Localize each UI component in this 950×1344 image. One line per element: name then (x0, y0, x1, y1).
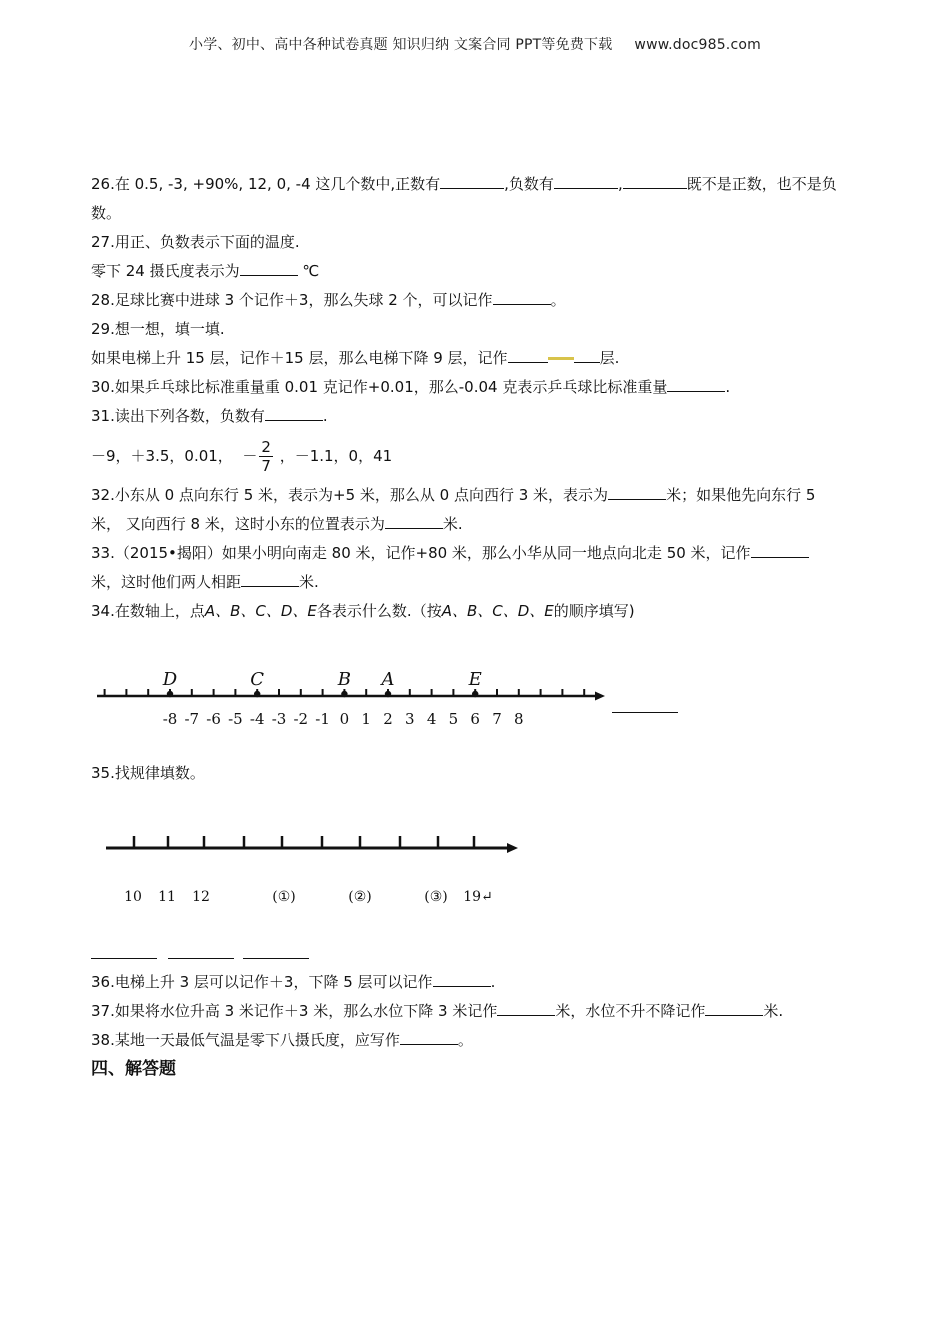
number-line-point-E (472, 691, 478, 697)
q26-blank-2[interactable] (554, 171, 618, 189)
q27-title: 27.用正、负数表示下面的温度. (91, 233, 300, 251)
q34-points-text-1: A、B、C、D、E (204, 602, 317, 620)
q30-text-b: . (725, 378, 731, 396)
number-line-tick-label: -1 (315, 710, 330, 728)
pattern-line-arrow (507, 843, 518, 853)
number-line-tick-label: 4 (426, 710, 437, 728)
header-site-link[interactable]: www.doc985.com (634, 37, 761, 53)
q32-blank-1[interactable] (608, 482, 666, 500)
question-26-cont (91, 199, 871, 228)
q27-blank[interactable] (240, 258, 298, 276)
pattern-line-label: 12 (192, 889, 210, 905)
number-line-point-A (385, 691, 391, 697)
section-4-title (91, 1055, 871, 1084)
q29-highlight-mark (548, 357, 574, 360)
question-27 (91, 257, 871, 286)
q32-blank-2[interactable] (385, 511, 443, 529)
number-line-point-B (341, 691, 347, 697)
q31-nums-a: －9，＋3.5，0.01， (91, 447, 233, 465)
q29-title: 29.想一想，填一填. (91, 320, 225, 338)
question-37 (91, 997, 871, 1026)
q26-text-e: 数。 (91, 204, 122, 222)
question-30 (91, 373, 871, 402)
q37-text-c: 米. (763, 1002, 784, 1020)
q38-text-b: 。 (457, 1031, 473, 1049)
q27-text-a: 零下 24 摄氏度表示为 (91, 262, 240, 280)
number-line-point-C (254, 691, 260, 697)
q33-text-b: 米，这时他们两人相距 (91, 573, 242, 591)
q38-blank[interactable] (400, 1027, 458, 1045)
number-line-tick-label: -3 (271, 710, 287, 728)
pattern-line-label: 19↵ (463, 889, 493, 905)
q31-frac-denominator: 7 (261, 457, 271, 475)
q34-number-line (95, 664, 615, 736)
q32-text-c: 米， 又向西行 8 米，这时小东的位置表示为 (91, 515, 385, 533)
q31-blank[interactable] (265, 403, 323, 421)
number-line-tick-label: 3 (405, 710, 415, 728)
q29-blank-2[interactable] (574, 345, 600, 363)
number-line-tick-label: 1 (361, 710, 371, 728)
q31-text-a: 31.读出下列各数，负数有 (91, 407, 265, 425)
pattern-line-label: (①) (272, 889, 296, 905)
q31-number-list (91, 431, 871, 481)
page-header (0, 34, 950, 54)
q37-text-a: 37.如果将水位升高 3 米记作＋3 米，那么水位下降 3 米记作 (91, 1002, 498, 1020)
number-line-tick-label: -5 (228, 710, 243, 728)
q32-text-b: 米；如果他先向东行 5 (666, 486, 816, 504)
question-28 (91, 286, 871, 315)
question-31 (91, 402, 871, 431)
q27-unit: ℃ (302, 262, 320, 280)
pattern-line-label: 11 (158, 889, 176, 905)
header-text: 小学、初中、高中各种试卷真题 知识归纳 文案合同 PPT等免费下载 (189, 37, 613, 53)
q29-text-b: 层. (599, 349, 620, 367)
q35-pattern-line (104, 832, 524, 912)
number-line-tick-label: 6 (470, 710, 480, 728)
number-line-point-label-E: E (468, 669, 482, 690)
question-36 (91, 968, 871, 997)
q33-text-c: 米. (299, 573, 319, 591)
question-32 (91, 481, 871, 510)
q26-blank-3[interactable] (623, 171, 687, 189)
q26-blank-1[interactable] (440, 171, 504, 189)
exam-content (91, 170, 871, 626)
number-line-point-label-D: D (162, 669, 178, 690)
q38-text-a: 38.某地一天最低气温是零下八摄氏度，应写作 (91, 1031, 400, 1049)
q32-text-a: 32.小东从 0 点向东行 5 米，表示为+5 米，那么从 0 点向西行 3 米，表示为 (91, 486, 609, 504)
questions-36-38 (91, 968, 871, 1084)
q30-blank[interactable] (667, 374, 725, 392)
q26-text-c: , (617, 175, 623, 193)
question-35-title (91, 759, 205, 788)
number-line-point-label-B: B (337, 669, 352, 690)
number-line-tick-label: -6 (206, 710, 221, 728)
number-line-tick-label: -2 (293, 710, 309, 728)
q32-text-d: 米. (442, 515, 463, 533)
q28-text-b: 。 (550, 291, 566, 309)
q28-text-a: 28.足球比赛中进球 3 个记作＋3，那么失球 2 个，可以记作 (91, 291, 493, 309)
question-29 (91, 344, 871, 373)
q31-nums-b: ，－1.1，0，41 (279, 447, 393, 465)
q35-blank-3[interactable] (243, 958, 309, 959)
q34-text-a: 34.在数轴上，点 (91, 602, 205, 620)
number-line-point-D (167, 691, 173, 697)
q31-frac-sign: － (242, 447, 258, 465)
q33-blank-1[interactable] (751, 540, 809, 558)
question-32-cont (91, 510, 871, 539)
pattern-line-label: 10 (124, 889, 142, 905)
q31-frac-numerator: 2 (261, 438, 271, 456)
question-33 (91, 539, 871, 568)
question-27-title (91, 228, 871, 257)
q34-answer-blank[interactable] (612, 712, 678, 713)
q31-fraction (259, 438, 273, 475)
question-33-cont (91, 568, 871, 597)
q35-title: 35.找规律填数。 (91, 764, 205, 782)
q34-text-c: 的顺序填写) (553, 602, 635, 620)
question-38 (91, 1026, 871, 1055)
q34-points-text-2: A、B、C、D、E (441, 602, 554, 620)
q33-text-a: 33.（2015•揭阳）如果小明向南走 80 米，记作+80 米，那么小华从同一地点向北走 50 米，记作 (91, 544, 751, 562)
number-line-tick-label: -7 (184, 710, 200, 728)
q37-blank-1[interactable] (497, 998, 555, 1016)
number-line-tick-label: -4 (249, 710, 265, 728)
number-line-tick-label: 8 (514, 710, 524, 728)
q33-blank-2[interactable] (241, 569, 299, 587)
q35-blank-1[interactable] (91, 958, 157, 959)
q37-text-b: 米，水位不升不降记作 (555, 1002, 706, 1020)
number-line-tick-label: 2 (383, 710, 393, 728)
q36-blank[interactable] (433, 969, 491, 987)
q29-text-a: 如果电梯上升 15 层，记作＋15 层，那么电梯下降 9 层，记作 (91, 349, 508, 367)
question-29-title (91, 315, 871, 344)
number-line-point-label-C: C (250, 669, 265, 690)
pattern-line-label: (③) (424, 889, 448, 905)
q35-blank-2[interactable] (168, 958, 234, 959)
pattern-line-label: (②) (348, 889, 372, 905)
q26-text-b: ,负数有 (504, 175, 554, 193)
number-line-tick-label: -8 (162, 710, 178, 728)
q26-text-d: 既不是正数，也不是负 (686, 175, 837, 193)
q30-text-a: 30.如果乒乓球比标准重量重 0.01 克记作+0.01，那么-0.04 克表示乒乓球比标准重量 (91, 378, 668, 396)
q28-blank[interactable] (493, 287, 551, 305)
question-26 (91, 170, 871, 199)
number-line-tick-label: 7 (492, 710, 502, 728)
q37-blank-2[interactable] (705, 998, 763, 1016)
q26-text-a: 26.在 0.5, -3, +90%, 12, 0, -4 这几个数中,正数有 (91, 175, 441, 193)
q29-blank[interactable] (508, 345, 548, 363)
number-line-arrow (595, 692, 605, 701)
number-line-point-label-A: A (381, 669, 395, 690)
q36-text-a: 36.电梯上升 3 层可以记作＋3，下降 5 层可以记作 (91, 973, 433, 991)
section-4-title-text: 四、解答题 (91, 1059, 176, 1079)
number-line-tick-label: 5 (448, 710, 459, 728)
q34-text-b: 各表示什么数.（按 (316, 602, 442, 620)
question-34 (91, 597, 871, 626)
q31-text-b: . (322, 407, 328, 425)
number-line-tick-label: 0 (339, 710, 350, 728)
q36-text-b: . (490, 973, 496, 991)
